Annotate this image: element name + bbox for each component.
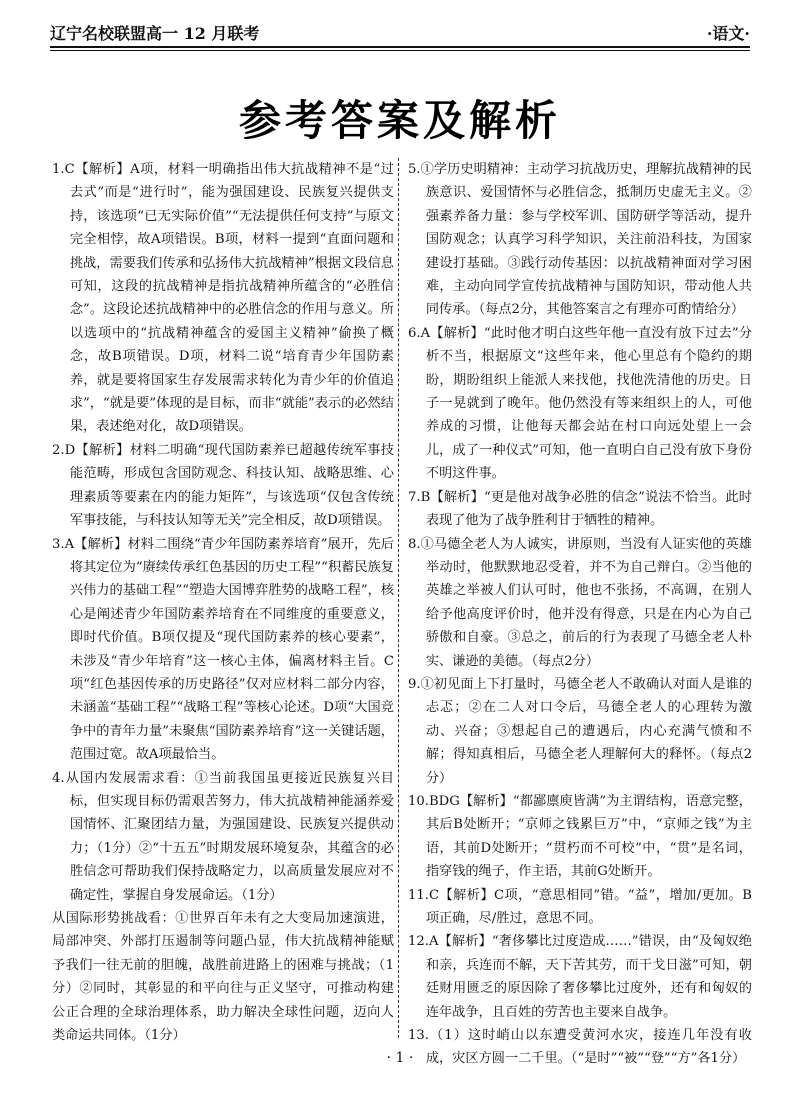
answer-11: 11.C【解析】C项，“意思相同”错。“益”，增加/更加。B项正确，尽/胜过，意思不同。 [408, 887, 752, 926]
page-header [50, 14, 750, 44]
page-number: · 1 · [386, 1050, 414, 1066]
answer-5: 5.①学历史明精神：主动学习抗战历史，理解抗战精神的民族意识、爱国情怀与必胜信念，抵制历史虚无主义。②强素养备力量：参与学校军训、国防研学等活动，提升国防观念；认真学习科学知识，关注前沿科技，为国家建设打基础。③践行动传基因：以抗战精神面对学习困难，主动向同学宣传抗战精神与国防知识，带动他人共同传承。（每点2分，其他答案言之有理亦可酌情给分） [408, 162, 752, 318]
answer-3: 3.A【解析】材料二围绕“青少年国防素养培育”展开，先后将其定位为“赓续传承红色基因的历史工程”“积蓄民族复兴伟力的基础工程”“塑造大国博弈胜势的战略工程”，核心是阐述青少年国防素养培育在不同维度的重要意义，即时代价值。B项仅提及“现代国防素养的核心要素”，未涉及“青少年培育”这一核心主体，偏离材料主旨。C项“红色基因传承的历史路径”仅对应材料二部分内容，未涵盖“基础工程”“战略工程”等核心论述。D项“大国竞争中的青年力量”未聚焦“国防素养培育”这一关键话题，范围过宽。故A项最恰当。 [52, 536, 394, 763]
answer-9: 9.①初见面上下打量时，马德全老人不敢确认对面人是谁的忐忑；②在二人对口令后，马德全老人的心理转为激动、兴奋；③想起自己的遭遇后，内心充满气愤和不解；得知真相后，马德全老人理解何大的释怀。（每点2分） [408, 676, 752, 786]
answer-4-continued: 从国际形势挑战看：①世界百年未有之大变局加速演进，局部冲突、外部打压遏制等问题凸显，伟大抗战精神能赋予我们一往无前的胆魄，战胜前进路上的困难与挑战；（1分）②同时，其彰显的和平向往与正义坚守，可推动构建公正合理的全球治理体系，助力解决全球性问题，迈向人类命运共同体。（1分） [52, 911, 394, 1044]
header-rule [50, 46, 750, 48]
answer-10: 10.BDG【解析】“都鄙廪庾皆满”为主谓结构，语意完整，其后B处断开；“京师之钱累巨万”中，“京师之钱”为主语，其前D处断开；“贯朽而不可校”中，“贯”是名词，指穿钱的绳子，作主语，其前G处断开。 [408, 793, 752, 880]
answer-12: 12.A【解析】“奢侈攀比过度造成……”错误，由“及匈奴绝和亲，兵连而不解，天下苦其劳，而干戈日滋”可知，朝廷财用匮乏的原因除了奢侈攀比过度外，还有和匈奴的连年战争，且百姓的劳苦也主要来自战争。 [408, 934, 752, 1020]
answer-4: 4.从国内发展需求看：①当前我国虽更接近民族复兴目标，但实现目标仍需艰苦努力，伟大抗战精神能涵养爱国情怀、汇聚团结力量，为强国建设、民族复兴提供动力；（1分）②“十五五”时期发展环境复杂，其蕴含的必胜信念可帮助我们保持战略定力，以高质量发展应对不确定性，掌握自身发展命运。（1分） [52, 770, 394, 903]
answer-13: 13.（1）这时峭山以东遭受黄河水灾，接连几年没有收成，灾区方圆一二千里。（“是时”“被”“登”“方”各1分） [408, 1028, 752, 1067]
page-title: 参考答案及解析 [238, 96, 561, 145]
answer-2: 2.D【解析】材料二明确“现代国防素养已超越传统军事技能范畴，形成包含国防观念、科技认知、战略思维、心理素质等要素在内的能力矩阵”，与该选项“仅包含传统军事技能，与科技认知等无关”完全相反，故D项错误。 [52, 442, 394, 529]
answer-7: 7.B【解析】“更是他对战争必胜的信念”说法不恰当。此时表现了他为了战争胜利甘于牺牲的精神。 [408, 489, 752, 529]
column-divider [398, 158, 399, 1038]
header-subject: ·语文· [706, 24, 750, 43]
right-column [408, 158, 752, 1071]
left-column [52, 158, 394, 1047]
answer-1: 1.C【解析】A项，材料一明确指出伟大抗战精神不是“过去式”而是“进行时”，能为强国建设、民族复兴提供支持，该选项“已无实际价值”“无法提供任何支持”与原文完全相悖，故A项错误。B项，材料一提到“直面问题和挑战，需要我们传承和弘扬伟大抗战精神”根据文段信息可知，这段的抗战精神是指抗战精神所蕴含的“必胜信念”。这段论述抗战精神中的必胜信念的作用与意义。所以选项中的“抗战精神蕴含的爱国主义精神”偷换了概念，故B项错误。D项，材料二说“培育青少年国防素养，就是要将国家生存发展需求转化为青少年的价值追求”，“就是要”体现的是目标，而非“就能”表示的必然结果，表述绝对化，故D项错误。 [52, 162, 394, 435]
answer-8: 8.①马德全老人为人诚实，讲原则，当没有人证实他的英雄举动时，他默默地忍受着，并不为自己辩白。②当他的英雄之举被人们认可时，他也不张扬，不高调，在别人给予他高度评价时，他并没有得意，只是在内心为自己骄傲和自豪。③总之，前后的行为表现了马德全老人朴实、谦逊的美德。（每点2分） [408, 536, 752, 669]
header-exam-title: 辽宁名校联盟高一 12 月联考 [50, 24, 260, 43]
header-rule-thin [50, 50, 750, 51]
answer-6: 6.A【解析】“此时他才明白这些年他一直没有放下过去”分析不当，根据原文“这些年来，他心里总有个隐约的期盼，期盼组织上能派人来找他，找他洗清他的历史。日子一晃就到了晚年。他仍然没有等来组织上的人，可他养成的习惯，让他每天都会站在村口向远处望上一会儿，成了一种仪式”可知，他一直明白自己没有放下身份不明这件事。 [408, 325, 752, 482]
